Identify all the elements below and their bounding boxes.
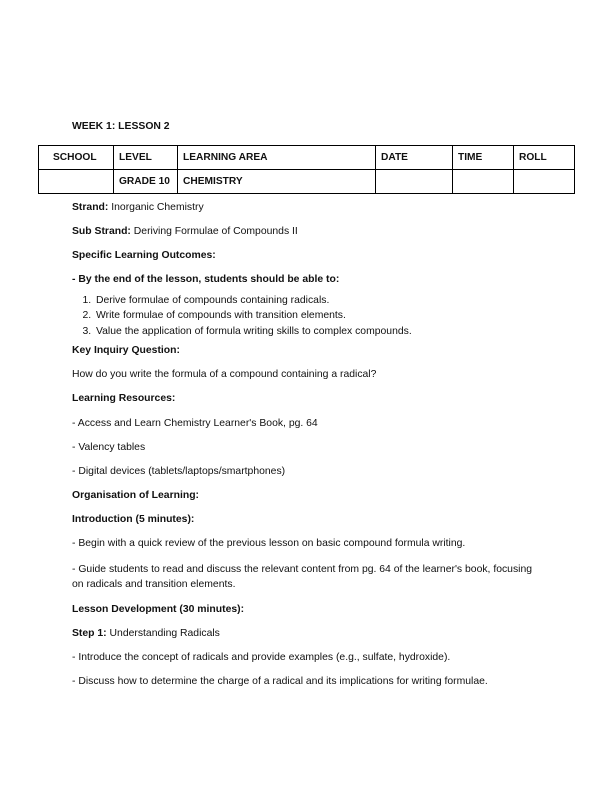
inquiry-question: How do you write the formula of a compound containing a radical? [72, 369, 377, 381]
resource-item: - Valency tables [72, 441, 146, 453]
strand-value: Inorganic Chemistry [111, 202, 204, 213]
organisation-heading: Organisation of Learning: [72, 489, 200, 501]
col-learning-area: LEARNING AREA [178, 146, 376, 170]
development-item: - Introduce the concept of radicals and provide examples (e.g., sulfate, hydroxide). [72, 651, 451, 663]
inquiry-heading: Key Inquiry Question: [72, 345, 180, 357]
step1-line [72, 628, 542, 641]
cell-date [376, 170, 453, 194]
sub-strand-value: Deriving Formulae of Compounds II [133, 226, 298, 238]
col-school: SCHOOL [39, 146, 114, 170]
outcomes-list [72, 293, 542, 340]
lesson-title: WEEK 1: LESSON 2 [72, 121, 170, 132]
table-header-row [39, 146, 575, 170]
introduction-item: - Guide students to read and discuss the relevant content from pg. 64 of the learner's book, focusing on radicals and transition elements. [72, 564, 533, 591]
col-level: LEVEL [114, 146, 178, 170]
introduction-item: - Begin with a quick review of the previous lesson on basic compound formula writing. [72, 538, 466, 550]
resource-item: - Access and Learn Chemistry Learner's Book, pg. 64 [72, 417, 318, 429]
cell-roll [514, 170, 575, 194]
cell-time [453, 170, 514, 194]
resources-heading: Learning Resources: [72, 393, 176, 405]
strand-label: Strand: [72, 202, 109, 213]
lesson-content [72, 202, 542, 689]
list-item: 2. Write formulae of compounds with transition elements. [94, 308, 542, 324]
strand-line [72, 202, 542, 215]
resource-item: - Digital devices (tablets/laptops/smartphones) [72, 465, 286, 477]
step1-label: Step 1: [72, 627, 107, 639]
step1-title: Understanding Radicals [109, 627, 220, 639]
development-item: - Discuss how to determine the charge of a radical and its implications for writing formulae. [72, 676, 488, 687]
col-time: TIME [453, 146, 514, 170]
col-roll: ROLL [514, 146, 575, 170]
list-item: 1. Derive formulae of compounds containing radicals. [94, 293, 542, 309]
outcomes-heading: Specific Learning Outcomes: [72, 250, 216, 262]
table-row [39, 170, 575, 194]
development-heading: Lesson Development (30 minutes): [72, 603, 245, 615]
cell-level: GRADE 10 [114, 170, 178, 194]
lesson-info-table [38, 145, 575, 194]
introduction-heading: Introduction (5 minutes): [72, 513, 195, 525]
cell-learning-area: CHEMISTRY [178, 170, 376, 194]
list-item: 3. Value the application of formula writing skills to complex compounds. [94, 324, 542, 340]
sub-strand-label: Sub Strand: [72, 226, 131, 238]
col-date: DATE [376, 146, 453, 170]
cell-school [39, 170, 114, 194]
sub-strand-line [72, 226, 542, 239]
outcomes-intro: - By the end of the lesson, students should be able to: [72, 274, 340, 286]
